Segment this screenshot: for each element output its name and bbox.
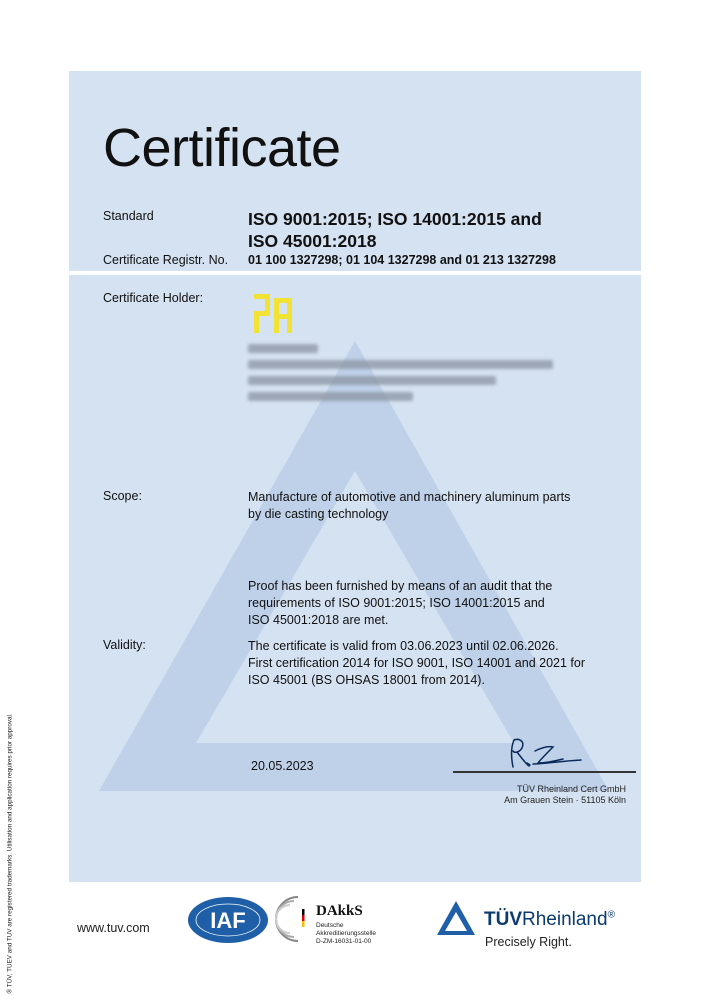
dakks-line2: Akkreditierungsstelle [316, 930, 376, 937]
iaf-badge-icon [186, 895, 270, 945]
holder-label: Certificate Holder: [103, 291, 204, 305]
tuv-rest: Rheinland [522, 909, 608, 930]
certificate-panel [69, 71, 641, 882]
issuer-block [399, 784, 626, 806]
certificate-title: Certificate [103, 118, 341, 178]
tuv-triangle-icon [436, 900, 476, 936]
scope-label: Scope: [103, 489, 142, 503]
trademark-note: ® TÜV, TUEV and TUV are registered trademarks. Utilisation and application requires prior approval. [6, 713, 14, 994]
standard-value-line2: ISO 45001:2018 [248, 231, 377, 251]
validity-label: Validity: [103, 638, 146, 652]
signature-line [453, 771, 636, 773]
standard-value-line1: ISO 9001:2015; ISO 14001:2015 and [248, 209, 542, 229]
issue-date: 20.05.2023 [251, 759, 314, 773]
signature-icon [505, 737, 585, 771]
issuer-name: TÜV Rheinland Cert GmbH [516, 784, 626, 794]
iaf-text: IAF [210, 908, 246, 933]
standard-label: Standard [103, 209, 154, 223]
header-divider [69, 271, 641, 275]
issuer-address: Am Grauen Stein · 51105 Köln [504, 795, 626, 805]
registr-label: Certificate Registr. No. [103, 253, 229, 267]
tuv-bold: TÜV [484, 909, 522, 930]
validity-text: The certificate is valid from 03.06.2023 until 02.06.2026. First certification 2014 for ISO 9001, ISO 14001 and 2021 for ISO 45001 (BS OHSAS 18001 from 2014). [248, 639, 585, 687]
tuv-rheinland-name [484, 909, 615, 931]
holder-address-redacted [248, 344, 553, 401]
tuv-slogan: Precisely Right. [485, 935, 572, 949]
scope-text: Manufacture of automotive and machinery aluminum parts by die casting technology [248, 490, 571, 521]
tuv-registered: ® [607, 909, 615, 921]
dakks-info [316, 922, 376, 946]
proof-text: Proof has been furnished by means of an audit that the requirements of ISO 9001:2015; ISO 14001:2015 and ISO 45001:2018 are met. [248, 579, 553, 627]
dakks-code: D-ZM-16031-01-00 [316, 938, 372, 945]
footer-url: www.tuv.com [77, 921, 150, 935]
company-logo-icon [252, 292, 296, 336]
dakks-name: DAkkS [316, 903, 363, 919]
registr-value: 01 100 1327298; 01 104 1327298 and 01 213 1327298 [248, 253, 556, 267]
dakks-line1: Deutsche [316, 922, 344, 929]
dakks-logo-icon [272, 895, 312, 943]
